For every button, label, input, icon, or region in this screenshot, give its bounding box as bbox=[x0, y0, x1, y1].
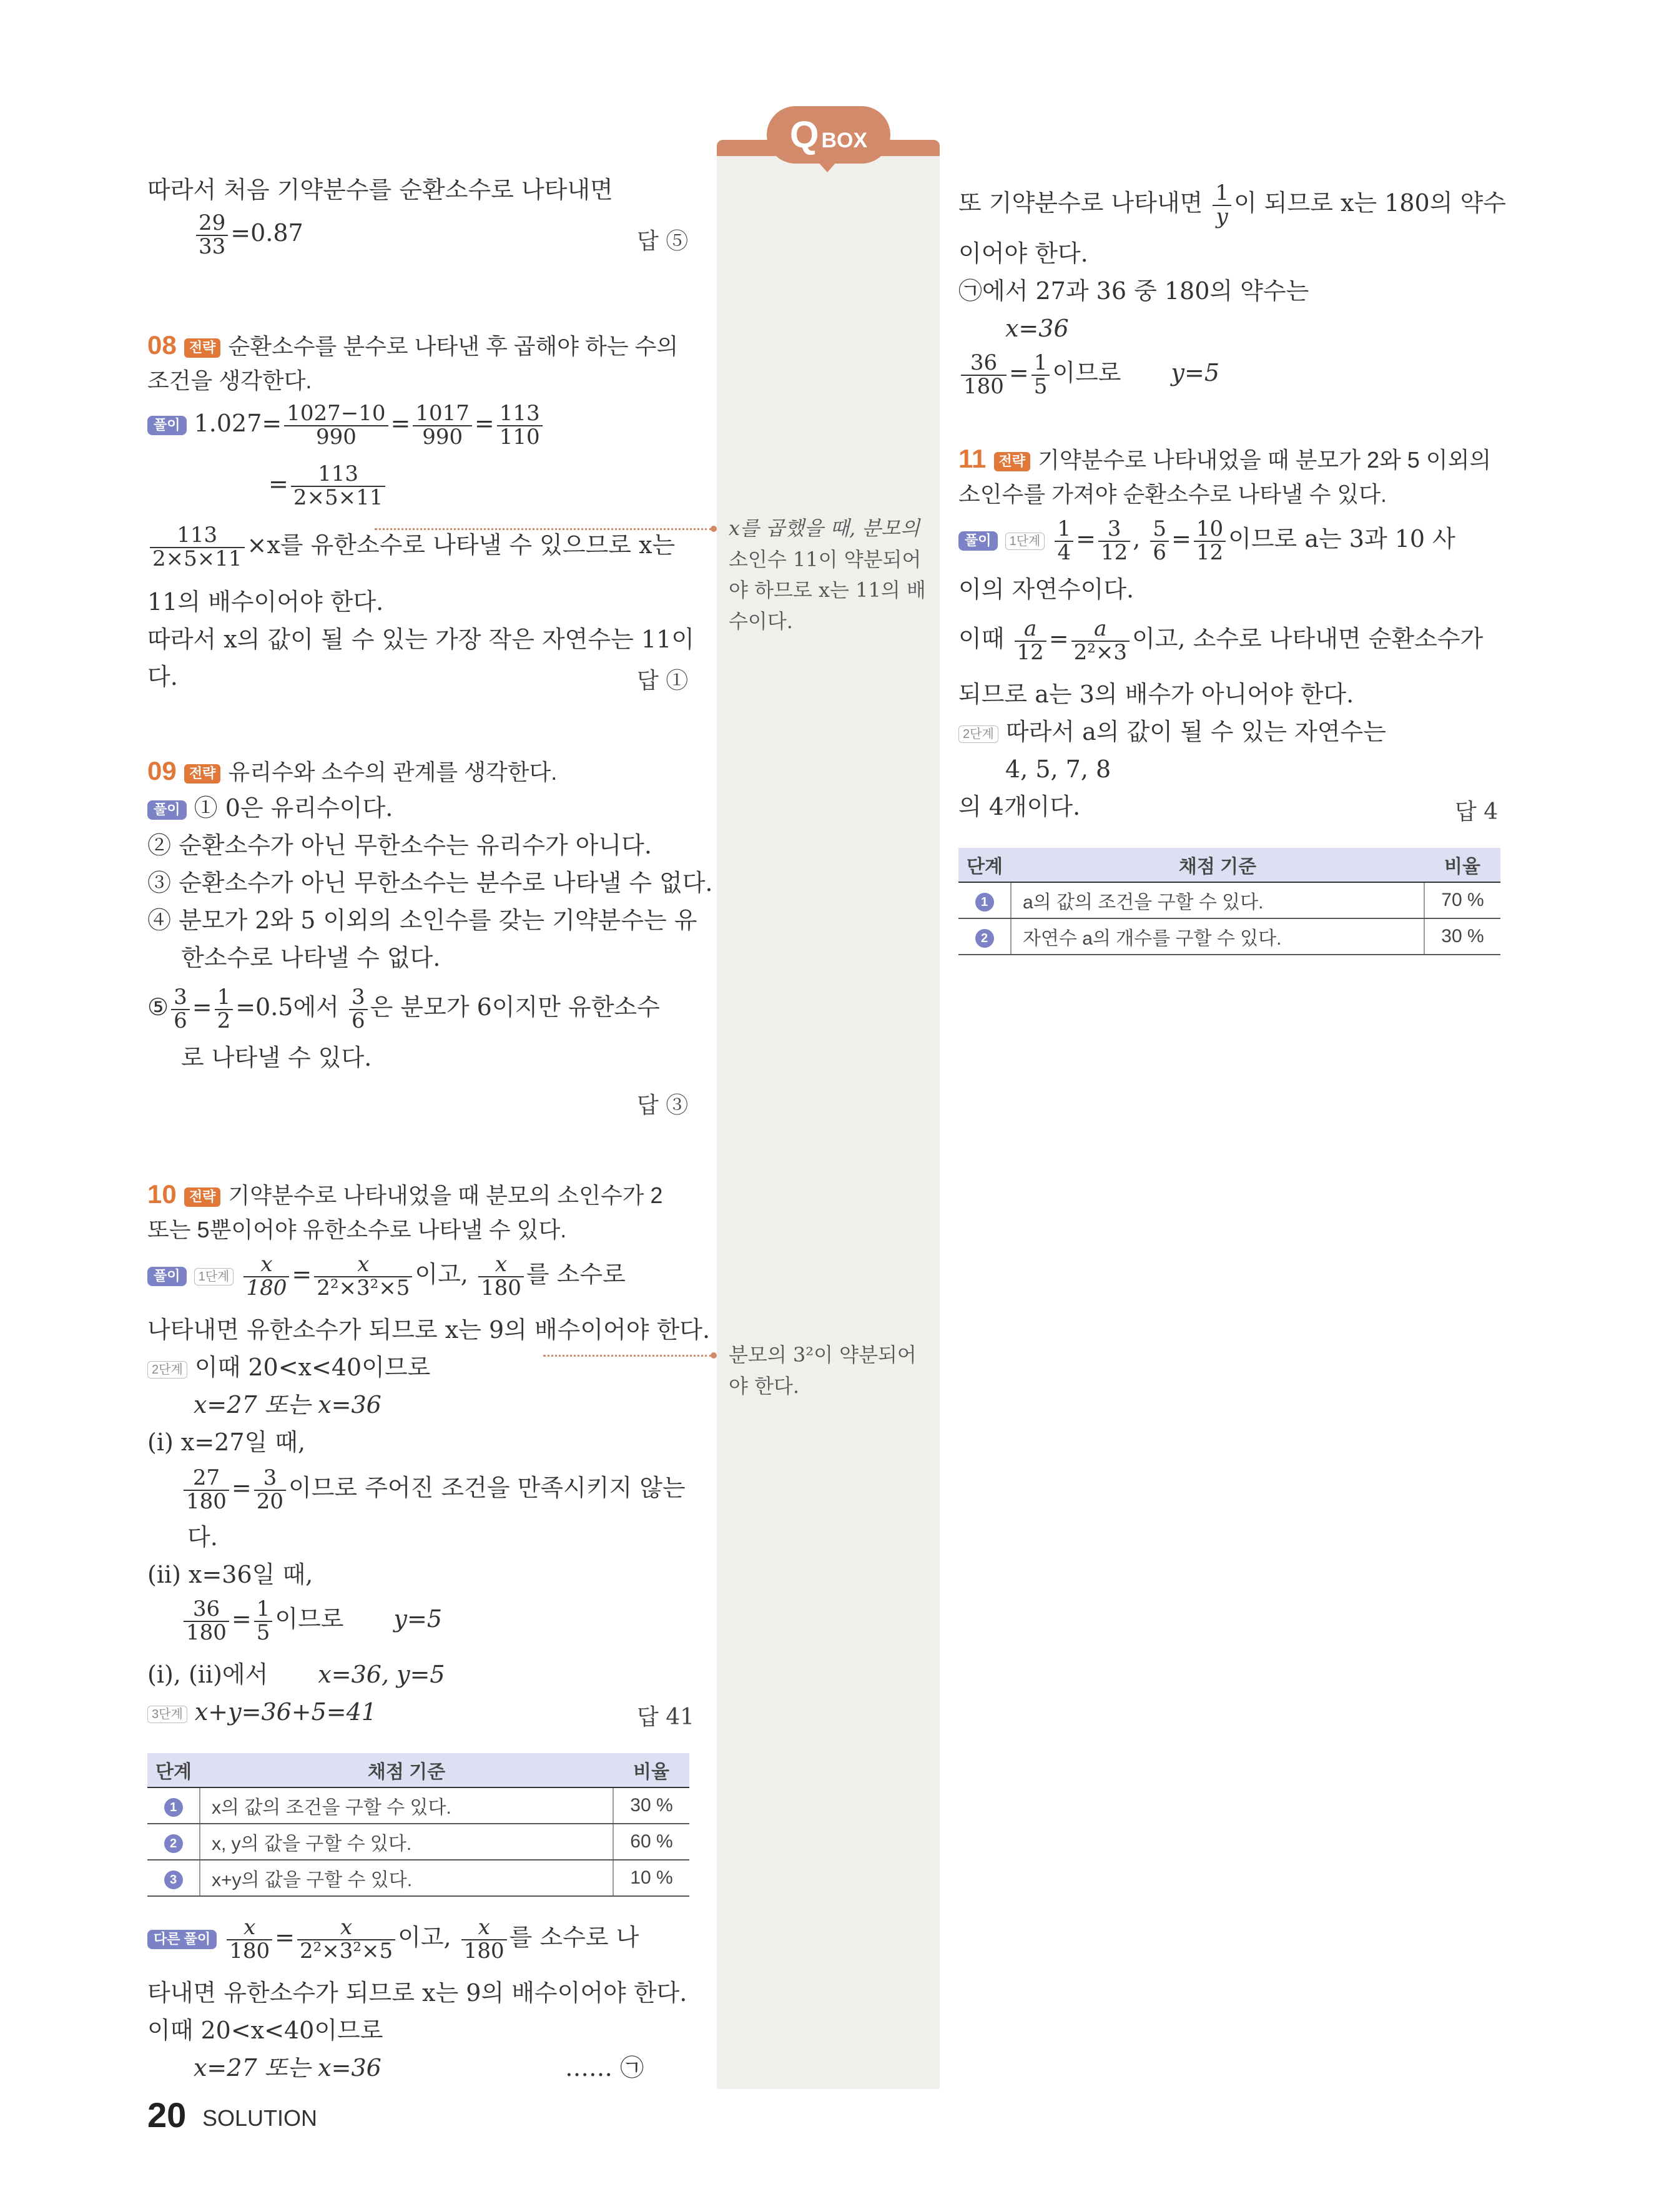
qbox-note-2: 분모의 3²이 약분되어 야 한다. bbox=[729, 1343, 917, 1398]
problem-11-line-6: 4, 5, 7, 8 bbox=[1005, 755, 1111, 783]
page-number: 20 bbox=[147, 2095, 187, 2135]
problem-11-line-2: 이의 자연수이다. bbox=[958, 576, 1135, 603]
table-row: 1 x의 값의 조건을 구할 수 있다. 30 % bbox=[147, 1787, 689, 1824]
problem-11-line-3: 이때 $\frac{a}{12}$ = $\frac{a}{\text{2²×3}}$ 이고, 소수로 나타내면 순환소수가 bbox=[958, 616, 1484, 665]
table-row: 3 x+y의 값을 구할 수 있다. 10 % bbox=[147, 1860, 689, 1896]
problem-08-header: 08 전략 순환소수를 분수로 나타낸 후 곱해야 하는 수의 bbox=[147, 330, 679, 360]
right-line-3: ㉠에서 27과 36 중 180의 약수는 bbox=[958, 277, 1309, 305]
problem-11-line-5: 2단계 따라서 a의 값이 될 수 있는 자연수는 bbox=[958, 718, 1386, 747]
note1-dot bbox=[711, 526, 717, 532]
fraction: $\frac{29}{33}$ bbox=[196, 212, 228, 258]
problem-09-line-1: 풀이 ① 0은 유리수이다. bbox=[147, 794, 393, 823]
answer: 답 ③ bbox=[637, 1093, 689, 1118]
problem-08-strategy-2: 조건을 생각한다. bbox=[147, 368, 312, 393]
table-row: 1 a의 값의 조건을 구할 수 있다. 70 % bbox=[958, 882, 1500, 918]
right-line-1: 또 기약분수로 나타내면 $\frac{1}{y}$ 이 되므로 x는 180의 약수 bbox=[958, 180, 1506, 229]
problem-08-solution-1: 풀이 1.027= $\frac{1027-10}{990}$ = $\frac{1017}{990}$ = $\frac{113}{110}$ bbox=[147, 403, 545, 448]
answer: 답 4 bbox=[1455, 799, 1499, 825]
problem-10-line-3: 2단계 이때 20<x<40이므로 bbox=[147, 1354, 430, 1382]
problem-10-alt-line-1: 다른 풀이 $\frac{x}{180}$ = $\frac{x}{\text{2²×3²×5}}$ 이고, $\frac{x}{180}$ 를 소수로 나 bbox=[147, 1917, 639, 1962]
problem-11-line-7: 의 4개이다. bbox=[958, 793, 1081, 820]
problem-08-line-b: 11의 배수이어야 한다. bbox=[147, 588, 384, 616]
problem-09-line-5b: 로 나타낼 수 있다. bbox=[181, 1044, 372, 1071]
scoring-table-10: 단계 채점 기준 비율 1 x의 값의 조건을 구할 수 있다. 30 % 2 x, y의 값을 구할 수 있다. 60 % 3 x+y의 값을 구할 수 있다. 10 % bbox=[147, 1753, 689, 1897]
problem-09-line-4b: 한소수로 나타낼 수 없다. bbox=[181, 944, 441, 971]
problem-08-line-d: 다. bbox=[147, 663, 178, 691]
problem-10-line-4: x=27 또는 x=36 bbox=[194, 1391, 382, 1418]
answer: 답 41 bbox=[637, 1704, 695, 1730]
scoring-table-11: 단계 채점 기준 비율 1 a의 값의 조건을 구할 수 있다. 70 % 2 자연수 a의 개수를 구할 수 있다. 30 % bbox=[958, 848, 1500, 955]
qbox-notch bbox=[817, 161, 837, 172]
intro-line: 따라서 처음 기약분수를 순환소수로 나타내면 bbox=[147, 176, 613, 204]
problem-09-header: 09 전략 유리수와 소수의 관계를 생각한다. bbox=[147, 756, 558, 785]
qbox-note-1: x를 곱했을 때, 분모의 소인수 11이 약분되어 야 하므로 x는 11의 배 수이다. bbox=[729, 516, 926, 633]
problem-10-line-6: $\frac{27}{180}$ = $\frac{3}{20}$ 이므로 주어진 조건을 만족시키지 않는 bbox=[181, 1467, 686, 1513]
note2-dot bbox=[711, 1352, 717, 1359]
table-row: 2 자연수 a의 개수를 구할 수 있다. 30 % bbox=[958, 918, 1500, 955]
problem-10-line-9: $\frac{36}{180}$ = $\frac{1}{5}$ 이므로 y=5 bbox=[181, 1598, 442, 1644]
problem-10-alt-line-4: x=27 또는 x=36 bbox=[194, 2054, 382, 2082]
problem-11-strategy-2: 소인수를 가져야 순환소수로 나타낼 수 있다. bbox=[958, 481, 1387, 507]
answer: 답 ① bbox=[637, 668, 689, 694]
problem-10-line-8: (ii) x=36일 때, bbox=[147, 1561, 313, 1588]
qbox-column bbox=[717, 142, 940, 2089]
qbox-badge: QBOX bbox=[767, 106, 890, 164]
problem-10-line-1: 풀이 1단계 $\frac{x}{180}$ = $\frac{x}{\text{2²×3²×5}}$ 이고, $\frac{x}{180}$ 를 소수로 bbox=[147, 1254, 626, 1299]
problem-08-line-a: $\frac{113}{2\times 5\times 11}$ ×x를 유한소수로 나타낼 수 있으므로 x는 bbox=[147, 524, 675, 570]
intro-equation: $\frac{29}{33}$ =0.87 bbox=[194, 212, 303, 258]
problem-10-alt-marker: …… ㉠ bbox=[565, 2054, 644, 2082]
right-line-2: 이어야 한다. bbox=[958, 240, 1088, 267]
problem-10-header: 10 전략 기약분수로 나타내었을 때 분모의 소인수가 2 bbox=[147, 1179, 663, 1209]
problem-08-line-c: 따라서 x의 값이 될 수 있는 가장 작은 자연수는 11이 bbox=[147, 626, 694, 653]
problem-11-header: 11 전략 기약분수로 나타내었을 때 분모가 2와 5 이외의 bbox=[958, 444, 1492, 473]
note2-connector bbox=[543, 1355, 712, 1357]
problem-10-alt-line-3: 이때 20<x<40이므로 bbox=[147, 2017, 383, 2044]
table-row: 2 x, y의 값을 구할 수 있다. 60 % bbox=[147, 1824, 689, 1860]
problem-10-line-10: (i), (ii)에서 x=36, y=5 bbox=[147, 1661, 445, 1688]
problem-10-line-5: (i) x=27일 때, bbox=[147, 1428, 306, 1456]
problem-11-line-1: 풀이 1단계 $\frac{1}{4}$ = $\frac{3}{12}$ , $\frac{5}{6}$ = $\frac{10}{12}$ 이므로 a는 3과 10 사 bbox=[958, 518, 1455, 564]
problem-09-line-2: ② 순환소수가 아닌 무한소수는 유리수가 아니다. bbox=[147, 832, 652, 859]
problem-09-line-5: ⑤ $\frac{3}{6}$ = $\frac{1}{2}$ =0.5에서 $\frac{3}{6}$ 은 분모가 6이지만 유한소수 bbox=[147, 985, 660, 1033]
problem-10-line-11: 3단계 x+y=36+5=41 bbox=[147, 1698, 377, 1727]
problem-09-line-4: ④ 분모가 2와 5 이외의 소인수를 갖는 기약분수는 유 bbox=[147, 907, 697, 934]
problem-10-line-2: 나타내면 유한소수가 되므로 x는 9의 배수이어야 한다. bbox=[147, 1316, 711, 1344]
problem-10-strategy-2: 또는 5뿐이어야 유한소수로 나타낼 수 있다. bbox=[147, 1217, 567, 1242]
problem-11-line-4: 되므로 a는 3의 배수가 아니어야 한다. bbox=[958, 681, 1354, 708]
right-line-5: $\frac{36}{180}$ = $\frac{1}{5}$ 이므로 y=5 bbox=[958, 352, 1219, 398]
right-line-4: x=36 bbox=[1005, 315, 1069, 342]
problem-09-line-3: ③ 순환소수가 아닌 무한소수는 분수로 나타낼 수 없다. bbox=[147, 869, 713, 897]
problem-08-solution-2: = $\frac{113}{2\times 5\times 11}$ bbox=[268, 463, 388, 509]
problem-10-alt-line-2: 타내면 유한소수가 되므로 x는 9의 배수이어야 한다. bbox=[147, 1979, 687, 2007]
problem-10-line-7: 다. bbox=[187, 1523, 218, 1551]
footer-label: SOLUTION bbox=[202, 2105, 318, 2131]
answer: 답 ⑤ bbox=[637, 229, 689, 254]
